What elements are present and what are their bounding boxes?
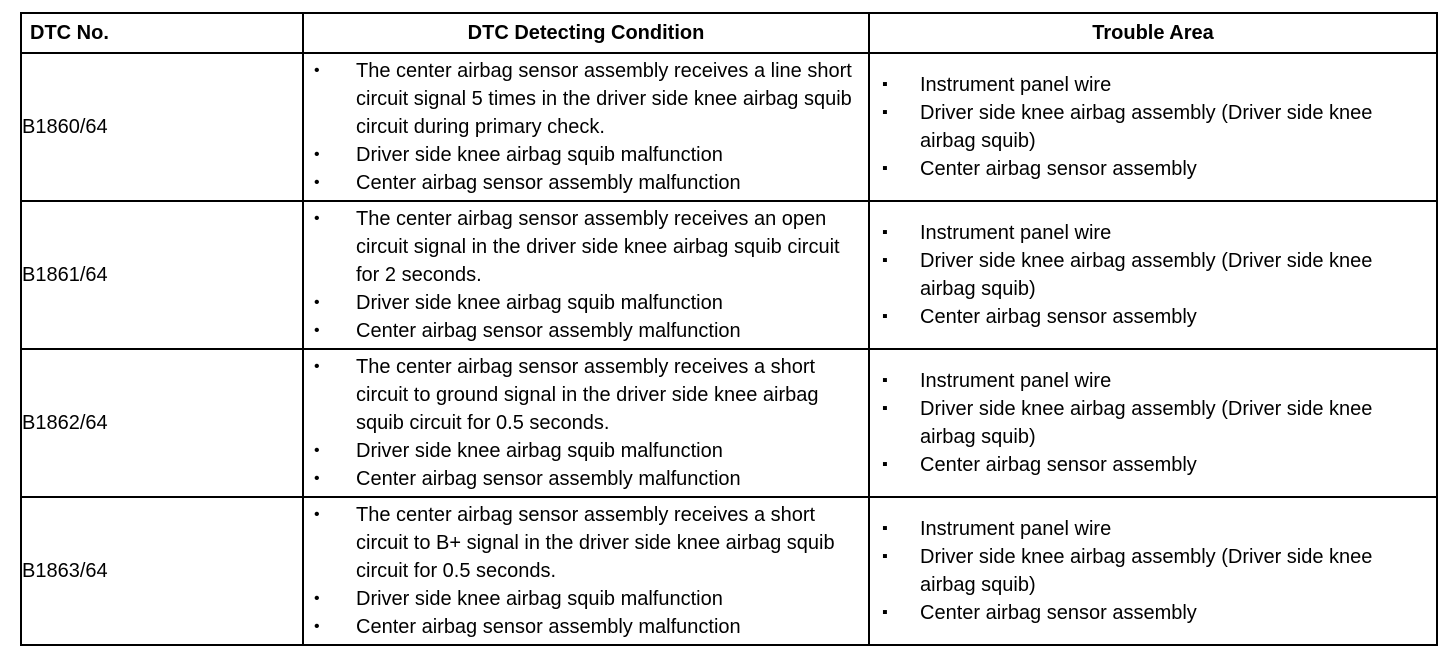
bullet-icon: ▪ [882, 520, 888, 537]
table-row [21, 53, 1437, 201]
bullet-icon: ▪ [882, 548, 888, 565]
dtc-code: B1860/64 [21, 53, 303, 201]
trouble-area-cell [869, 201, 1437, 349]
header-trouble-area: Trouble Area [869, 13, 1437, 53]
condition-text: Center airbag sensor assembly malfunction [356, 172, 741, 194]
condition-text: Center airbag sensor assembly malfunction [356, 468, 741, 490]
condition-item [304, 317, 868, 345]
condition-text: The center airbag sensor assembly receives a short circuit to B+ signal in the driver side knee airbag squib circuit for 0.5 seconds. [356, 504, 835, 582]
condition-text: Driver side knee airbag squib malfunction [356, 440, 723, 462]
trouble-area-item [870, 367, 1436, 395]
condition-item [304, 465, 868, 493]
trouble-area-text: Driver side knee airbag assembly (Driver side knee airbag squib) [920, 546, 1373, 596]
condition-text: Center airbag sensor assembly malfunction [356, 320, 741, 342]
bullet-icon: • [314, 442, 320, 459]
trouble-area-text: Center airbag sensor assembly [920, 602, 1197, 624]
trouble-area-item [870, 395, 1436, 451]
trouble-area-text: Instrument panel wire [920, 222, 1112, 244]
table-row [21, 201, 1437, 349]
trouble-area-list [870, 71, 1436, 183]
condition-text: Driver side knee airbag squib malfunction [356, 144, 723, 166]
table-body [21, 53, 1437, 645]
trouble-area-text: Driver side knee airbag assembly (Driver side knee airbag squib) [920, 102, 1373, 152]
bullet-icon: • [314, 358, 320, 375]
trouble-area-item [870, 451, 1436, 479]
bullet-icon: • [314, 322, 320, 339]
trouble-area-list [870, 219, 1436, 331]
condition-item [304, 169, 868, 197]
trouble-area-text: Driver side knee airbag assembly (Driver side knee airbag squib) [920, 250, 1373, 300]
bullet-icon: • [314, 618, 320, 635]
trouble-area-text: Driver side knee airbag assembly (Driver side knee airbag squib) [920, 398, 1373, 448]
trouble-area-cell [869, 497, 1437, 645]
condition-cell [303, 201, 869, 349]
condition-cell [303, 349, 869, 497]
trouble-area-item [870, 247, 1436, 303]
bullet-icon: ▪ [882, 160, 888, 177]
dtc-code: B1861/64 [21, 201, 303, 349]
condition-item [304, 289, 868, 317]
trouble-area-cell [869, 53, 1437, 201]
trouble-area-item [870, 71, 1436, 99]
condition-text: Driver side knee airbag squib malfunction [356, 292, 723, 314]
condition-list [304, 205, 868, 345]
trouble-area-text: Instrument panel wire [920, 74, 1112, 96]
table-row [21, 349, 1437, 497]
trouble-area-item [870, 219, 1436, 247]
condition-list [304, 57, 868, 197]
bullet-icon: ▪ [882, 252, 888, 269]
trouble-area-list [870, 515, 1436, 627]
header-row [21, 13, 1437, 53]
trouble-area-item [870, 303, 1436, 331]
bullet-icon: ▪ [882, 372, 888, 389]
bullet-icon: ▪ [882, 224, 888, 241]
condition-text: The center airbag sensor assembly receives a short circuit to ground signal in the driver side knee airbag squib circuit for 0.5 seconds. [356, 356, 819, 434]
bullet-icon: • [314, 174, 320, 191]
dtc-code: B1862/64 [21, 349, 303, 497]
condition-item [304, 57, 868, 141]
bullet-icon: ▪ [882, 76, 888, 93]
trouble-area-text: Instrument panel wire [920, 370, 1112, 392]
bullet-icon: • [314, 506, 320, 523]
bullet-icon: ▪ [882, 456, 888, 473]
bullet-icon: ▪ [882, 308, 888, 325]
condition-list [304, 353, 868, 493]
bullet-icon: ▪ [882, 400, 888, 417]
condition-item [304, 613, 868, 641]
condition-item [304, 501, 868, 585]
condition-list [304, 501, 868, 641]
condition-text: Driver side knee airbag squib malfunction [356, 588, 723, 610]
condition-item [304, 205, 868, 289]
condition-text: The center airbag sensor assembly receives an open circuit signal in the driver side knee airbag squib circuit for 2 seconds. [356, 208, 840, 286]
condition-item [304, 353, 868, 437]
condition-text: The center airbag sensor assembly receives a line short circuit signal 5 times in the driver side knee airbag squib circuit during primary check. [356, 60, 852, 138]
condition-cell [303, 53, 869, 201]
bullet-icon: • [314, 294, 320, 311]
trouble-area-item [870, 515, 1436, 543]
trouble-area-cell [869, 349, 1437, 497]
header-dtc-no: DTC No. [21, 13, 303, 53]
header-detecting-condition: DTC Detecting Condition [303, 13, 869, 53]
bullet-icon: • [314, 210, 320, 227]
condition-item [304, 437, 868, 465]
bullet-icon: ▪ [882, 104, 888, 121]
trouble-area-text: Center airbag sensor assembly [920, 454, 1197, 476]
trouble-area-text: Center airbag sensor assembly [920, 306, 1197, 328]
bullet-icon: • [314, 470, 320, 487]
dtc-code: B1863/64 [21, 497, 303, 645]
trouble-area-item [870, 99, 1436, 155]
table-header [21, 13, 1437, 53]
condition-cell [303, 497, 869, 645]
trouble-area-list [870, 367, 1436, 479]
trouble-area-item [870, 599, 1436, 627]
bullet-icon: • [314, 146, 320, 163]
trouble-area-text: Instrument panel wire [920, 518, 1112, 540]
bullet-icon: • [314, 590, 320, 607]
trouble-area-text: Center airbag sensor assembly [920, 158, 1197, 180]
trouble-area-item [870, 155, 1436, 183]
condition-text: Center airbag sensor assembly malfunction [356, 616, 741, 638]
dtc-table [20, 12, 1438, 646]
trouble-area-item [870, 543, 1436, 599]
bullet-icon: • [314, 62, 320, 79]
bullet-icon: ▪ [882, 604, 888, 621]
table-row [21, 497, 1437, 645]
condition-item [304, 141, 868, 169]
condition-item [304, 585, 868, 613]
